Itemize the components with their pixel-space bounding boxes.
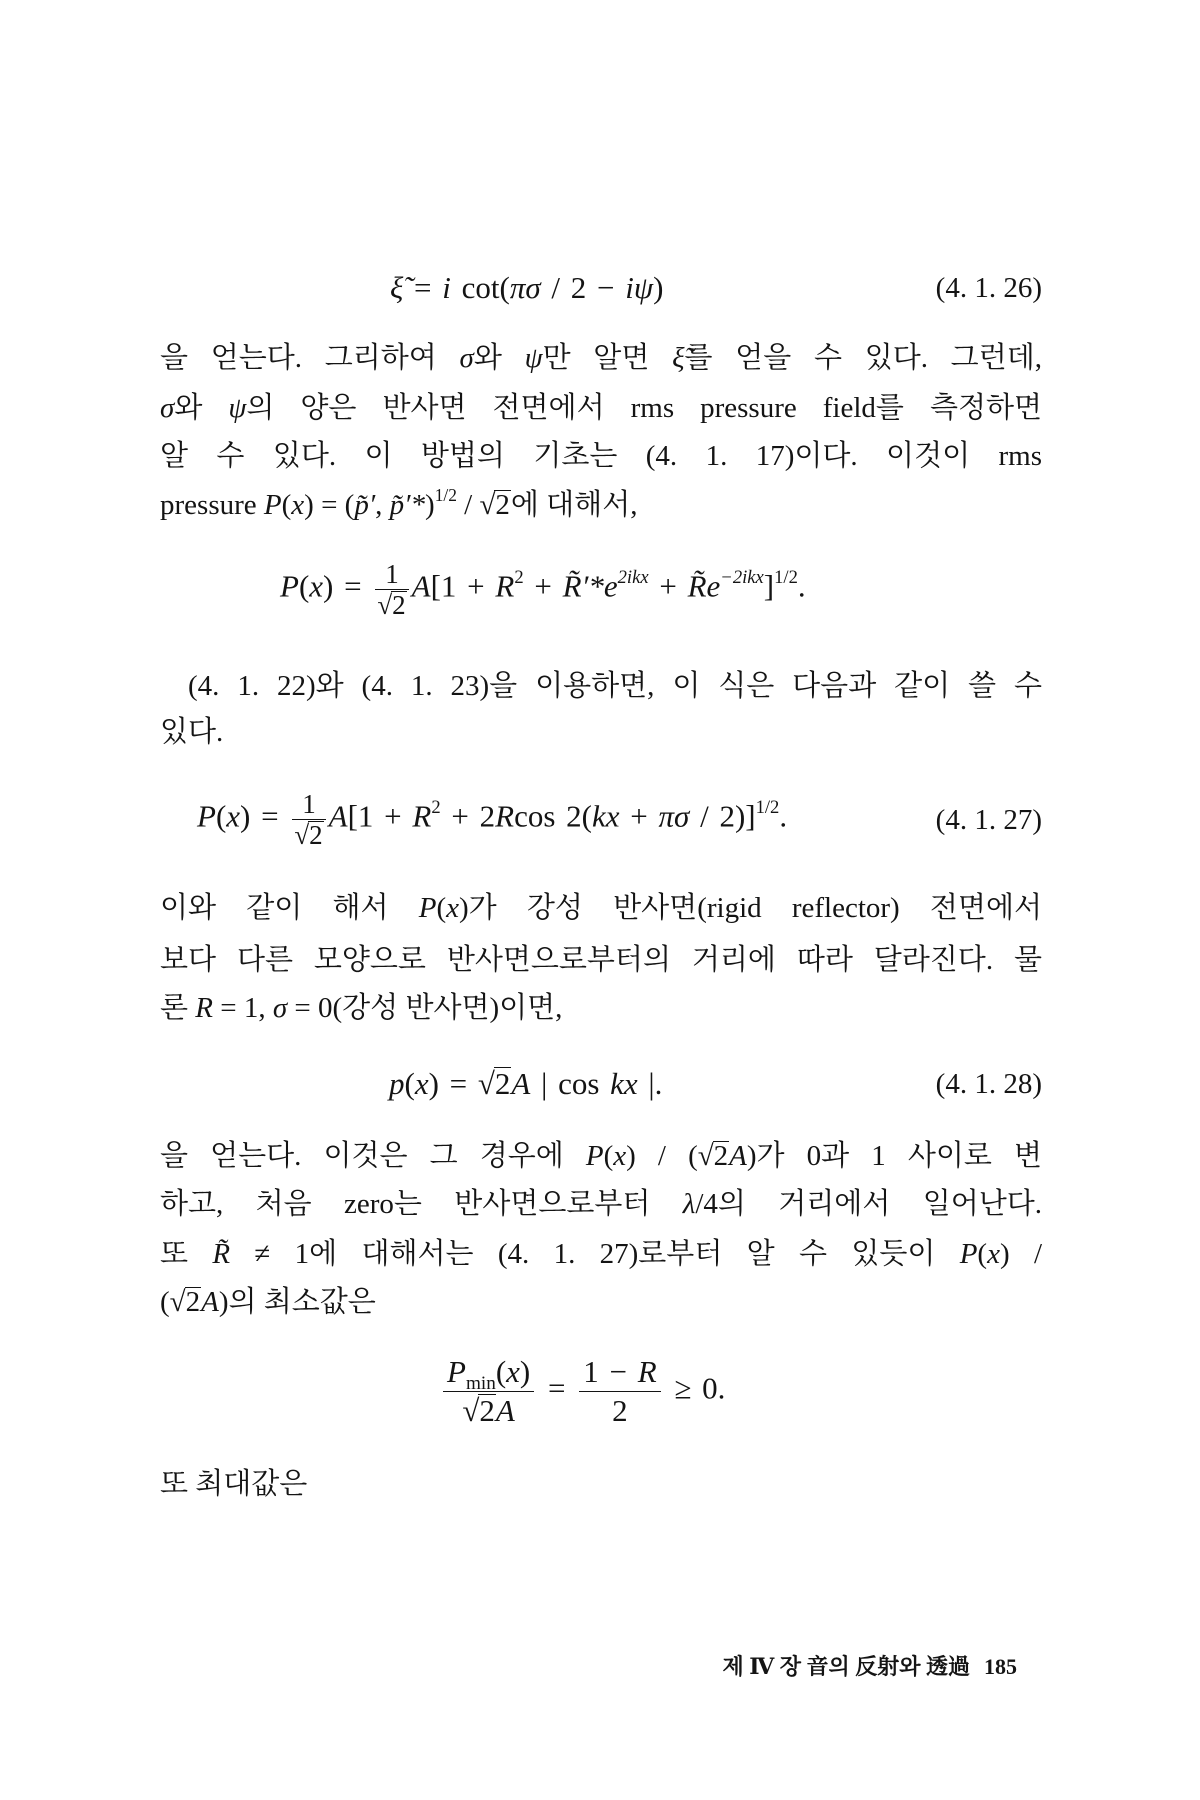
text-run: ) = (	[304, 489, 355, 521]
radicand: 2	[392, 590, 406, 620]
math-symbol: P	[585, 1140, 604, 1172]
math-operator: (	[215, 798, 227, 834]
text-run: ≠ 1에 대해서는 (4. 1. 27)로부터 알 수 있듯이	[230, 1238, 960, 1270]
math-symbol: ξ̃	[672, 342, 685, 374]
equation-number: (4. 1. 27)	[935, 804, 1042, 836]
text-run: ) /	[999, 1238, 1043, 1270]
paragraph-line	[160, 1138, 1042, 1174]
math-operator: (	[298, 568, 310, 604]
text-run: (	[281, 489, 292, 521]
text-run: /4의 거리에서 일어난다.	[695, 1188, 1043, 1220]
math-operator: )	[519, 1354, 531, 1389]
denominator	[375, 590, 408, 620]
fraction	[292, 789, 325, 850]
text-run: 을 얻는다. 그리하여	[160, 342, 460, 374]
fraction	[375, 559, 408, 620]
paragraph-line	[160, 1284, 1042, 1320]
paragraph-line	[160, 1466, 1042, 1502]
math-symbol: p̃′	[354, 489, 376, 521]
radicand: 2	[479, 1393, 495, 1428]
radical-sign: √	[477, 1066, 495, 1101]
math-symbol: R	[495, 568, 515, 604]
math-symbol: p̃′*	[389, 489, 426, 521]
math-symbol: P	[263, 489, 282, 521]
math-symbol: A	[201, 1286, 219, 1318]
math-symbol: ψ	[524, 342, 543, 374]
text-run: (	[160, 1286, 170, 1318]
math-symbol: σ	[272, 992, 288, 1024]
math-symbol: R	[495, 798, 515, 834]
denominator	[443, 1392, 534, 1430]
math-symbol: P	[197, 798, 216, 834]
math-operator: / 2)]	[689, 798, 756, 834]
running-footer	[723, 1652, 1017, 1682]
math-operator: ≥ 0.	[663, 1370, 726, 1406]
math-operator: .	[797, 568, 806, 604]
math-operator: ]	[763, 568, 775, 604]
math-symbol: R	[412, 798, 432, 834]
math-operator: +	[523, 568, 563, 604]
equation-pressure	[280, 559, 806, 620]
math-function: cos 2(	[514, 798, 592, 834]
superscript: 1/2	[755, 796, 780, 818]
math-operator: =	[537, 1370, 577, 1406]
radical-sign: √	[169, 1286, 186, 1318]
text-run: /	[456, 489, 480, 521]
text-run: ,	[375, 489, 390, 521]
text-run: 또	[160, 1238, 213, 1270]
paragraph-line	[160, 484, 1042, 523]
equation-4-1-28	[389, 1064, 662, 1104]
math-symbol: ψ	[228, 392, 247, 424]
math-operator: (	[495, 1354, 507, 1389]
paragraph-line	[160, 438, 1042, 474]
math-symbol: A	[511, 1066, 531, 1101]
radicand: 2	[185, 1286, 201, 1318]
math-operator: =	[403, 270, 443, 305]
text-run: )의 최소값은	[218, 1286, 376, 1318]
math-operator: ) =	[240, 798, 290, 834]
math-symbol: ξ̃	[390, 270, 404, 305]
equation-number: (4. 1. 26)	[935, 272, 1042, 304]
radicand: 2	[309, 820, 323, 850]
text-run: (4. 1. 22)와 (4. 1. 23)을 이용하면, 이 식은 다음과 같이 쓸 수	[188, 670, 1042, 702]
text-run: = 0(강성 반사면)이면,	[287, 992, 563, 1024]
paragraph-line	[160, 340, 1042, 376]
math-operator: (	[404, 1066, 415, 1101]
math-operator: |.	[637, 1066, 663, 1101]
equation-minimum	[440, 1353, 725, 1430]
denominator: 2	[612, 1393, 628, 1428]
text-run: 하고, 처음 zero는 반사면으로부터	[160, 1188, 683, 1220]
math-symbol: i	[442, 270, 451, 305]
math-symbol: R	[195, 992, 213, 1024]
math-symbol: σ	[459, 342, 474, 374]
superscript: 2	[431, 796, 441, 818]
numerator	[579, 1353, 660, 1392]
math-symbol: x	[613, 1140, 627, 1172]
paragraph-line	[160, 714, 1042, 750]
radical-sign: √	[377, 590, 393, 620]
math-symbol: iψ	[625, 270, 654, 305]
math-symbol: kx	[610, 1066, 638, 1101]
equation-4-1-27	[197, 789, 787, 850]
math-operator: 1 −	[583, 1354, 638, 1389]
math-symbol: R̃e	[687, 568, 721, 604]
math-symbol: πσ	[509, 270, 541, 305]
math-symbol: A	[495, 1393, 515, 1428]
text-run: )가 강성 반사면(rigid reflector) 전면에서	[459, 892, 1042, 924]
math-symbol: R	[637, 1354, 657, 1389]
text-run: 알 수 있다. 이 방법의 기초는 (4. 1. 17)이다. 이것이 rms	[160, 440, 1042, 472]
text-run: (	[436, 892, 447, 924]
text-run: 또 최대값은	[160, 1468, 308, 1500]
text-run: )가 0과 1 사이로 변	[746, 1140, 1043, 1172]
radical-sign: √	[462, 1393, 480, 1428]
math-symbol: πσ	[658, 798, 690, 834]
superscript: 2ikx	[617, 566, 649, 588]
math-symbol: R̃	[212, 1238, 231, 1270]
text-run: (	[603, 1140, 614, 1172]
text-run: )	[425, 489, 435, 521]
math-operator: ) =	[428, 1066, 478, 1101]
text-run: = 1,	[212, 992, 273, 1024]
numerator: 1	[292, 789, 325, 820]
chapter-title: 제 Ⅳ 장 音의 反射와 透過	[722, 1654, 970, 1679]
radicand: 2	[494, 1066, 511, 1101]
math-symbol: kx	[591, 798, 620, 834]
math-symbol: x	[506, 1354, 520, 1389]
radicand: 2	[713, 1140, 729, 1172]
math-symbol: A	[328, 798, 348, 834]
superscript: −2ikx	[720, 566, 764, 588]
paragraph-line	[160, 942, 1042, 978]
text-run: 의 양은 반사면 전면에서 rms pressure field를 측정하면	[246, 392, 1043, 424]
math-symbol: x	[414, 1066, 429, 1101]
text-run: 있다.	[160, 716, 224, 748]
equation-number: (4. 1. 28)	[935, 1068, 1042, 1100]
text-run: 론	[160, 992, 196, 1024]
numerator	[443, 1353, 534, 1392]
math-symbol: P	[447, 1354, 466, 1389]
paragraph-line	[160, 990, 1042, 1026]
math-operator: + 2	[440, 798, 496, 834]
math-symbol: P	[959, 1238, 978, 1270]
paragraph-line	[160, 890, 1042, 926]
math-symbol: A	[729, 1140, 747, 1172]
paragraph-line	[160, 1236, 1042, 1272]
text-run: 와	[473, 342, 525, 374]
math-symbol: P	[280, 568, 299, 604]
text-run: 을 얻는다. 이것은 그 경우에	[160, 1140, 586, 1172]
superscript: 2	[514, 566, 524, 588]
math-symbol: x	[309, 568, 324, 604]
text-run: 와	[174, 392, 229, 424]
fraction	[443, 1353, 534, 1430]
radical-sign: √	[697, 1140, 714, 1172]
paragraph-line	[188, 668, 1042, 704]
math-symbol: x	[446, 892, 460, 924]
math-operator: / 2 −	[540, 270, 626, 305]
math-symbol: λ	[682, 1188, 696, 1220]
math-symbol: x	[987, 1238, 1000, 1270]
math-operator: [1 +	[347, 798, 413, 834]
math-symbol: p	[389, 1066, 405, 1101]
text-run: 에 대해서,	[510, 489, 638, 521]
math-symbol: x	[291, 489, 305, 521]
math-operator: +	[648, 568, 688, 604]
text-run: 보다 다른 모양으로 반사면으로부터의 거리에 따라 달라진다. 물	[160, 944, 1042, 976]
math-operator: )	[653, 270, 664, 305]
radical-sign: √	[479, 489, 496, 521]
math-symbol: e	[603, 568, 618, 604]
equation-4-1-26	[390, 268, 663, 308]
superscript: 1/2	[434, 484, 457, 505]
numerator: 1	[375, 559, 408, 590]
denominator	[292, 820, 325, 850]
radical-sign: √	[294, 820, 310, 850]
text-run: (	[977, 1238, 988, 1270]
text-run: 를 얻을 수 있다. 그런데,	[684, 342, 1042, 374]
paragraph-line	[160, 1186, 1042, 1222]
text-run: 만 알면	[542, 342, 673, 374]
math-function: | cos	[530, 1066, 611, 1101]
math-operator: +	[619, 798, 659, 834]
paragraph-line	[160, 390, 1042, 426]
text-run: pressure	[160, 489, 264, 521]
math-symbol: P	[418, 892, 437, 924]
page-number: 185	[984, 1654, 1017, 1679]
text-run: ) / (	[626, 1140, 698, 1172]
math-symbol: σ	[160, 392, 175, 424]
fraction	[579, 1353, 660, 1430]
math-symbol: x	[226, 798, 241, 834]
math-operator: [1 +	[430, 568, 496, 604]
superscript: 1/2	[774, 566, 798, 588]
text-run: 이와 같이 해서	[160, 892, 419, 924]
math-operator: ) =	[323, 568, 373, 604]
math-function: cot(	[450, 270, 510, 305]
math-symbol: A	[411, 568, 431, 604]
subscript: min	[465, 1372, 496, 1394]
radicand: 2	[495, 489, 510, 521]
math-operator: .	[779, 798, 788, 834]
math-symbol: R̃′*	[562, 568, 604, 604]
